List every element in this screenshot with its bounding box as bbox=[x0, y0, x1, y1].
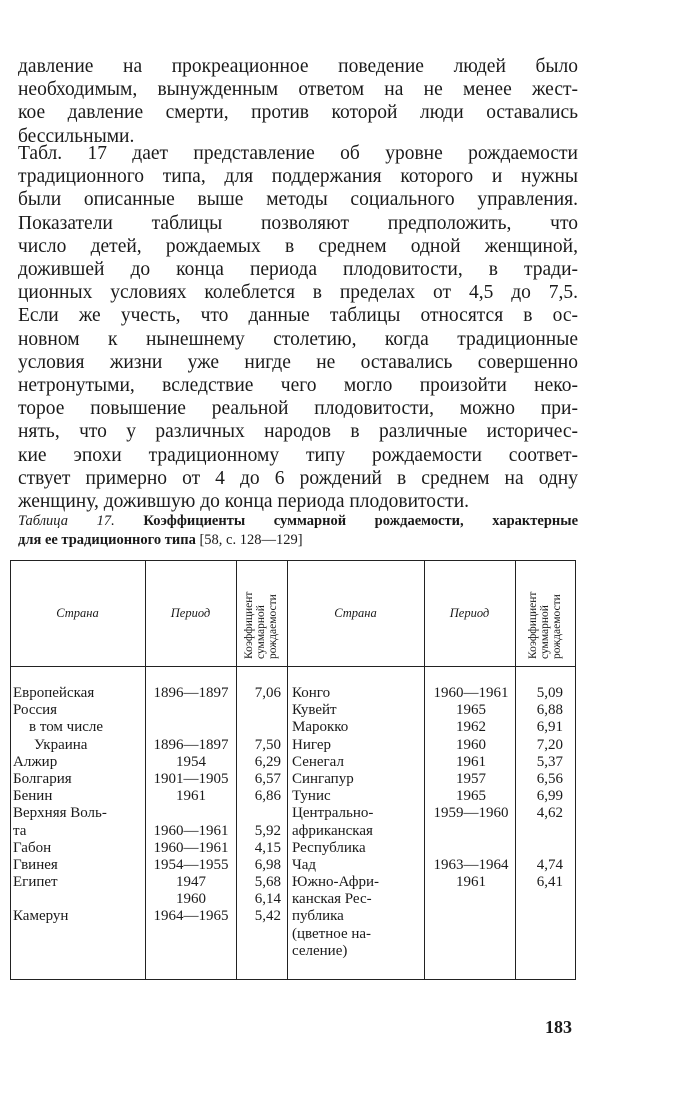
period-cell: 1896—1897 bbox=[153, 736, 229, 753]
period-cell: 1962 bbox=[456, 719, 486, 736]
period-cell: 1960 bbox=[176, 891, 206, 908]
period-cell: 1896—1897 bbox=[153, 685, 229, 701]
period-cell: 1954 bbox=[176, 753, 206, 770]
period-cell: 1957 bbox=[456, 770, 486, 787]
left-period-column bbox=[146, 685, 236, 926]
text-line: торое повышение реальной плодовитости, можно при- bbox=[18, 398, 578, 420]
period-cell: 1960 bbox=[456, 736, 486, 753]
text-line: давление на прокреационное поведение людей было bbox=[18, 56, 578, 77]
header-coef-right bbox=[515, 560, 576, 666]
period-cell bbox=[426, 823, 516, 840]
coef-cell: 6,29 bbox=[254, 753, 281, 770]
period-cell: 1964—1965 bbox=[153, 908, 229, 925]
text-line: нетронутыми, вследствие чего могло произойти неко- bbox=[18, 375, 578, 397]
country-cell: Гвинея bbox=[13, 856, 58, 873]
coef-cell: 5,37 bbox=[536, 753, 563, 770]
period-cell bbox=[146, 702, 236, 719]
coef-cell bbox=[516, 840, 563, 857]
country-cell: Россия bbox=[13, 702, 58, 719]
coef-cell: 5,42 bbox=[254, 908, 281, 925]
left-coef-column bbox=[236, 685, 281, 926]
coef-cell bbox=[516, 943, 563, 960]
text-line: Табл. 17 дает представление об уровне рождаемости bbox=[18, 143, 578, 164]
period-cell bbox=[146, 719, 236, 736]
left-country-column bbox=[13, 685, 143, 926]
country-cell: Тунис bbox=[292, 788, 331, 805]
country-cell: Конго bbox=[292, 685, 331, 701]
period-cell: 1960—1961 bbox=[433, 685, 509, 701]
text-line: ционных условиях колеблется в пределах от 4,5 до 7,5. bbox=[18, 282, 578, 304]
right-country-column bbox=[292, 685, 422, 960]
coef-cell bbox=[516, 891, 563, 908]
country-cell: Чад bbox=[292, 856, 317, 873]
coef-cell: 6,57 bbox=[254, 770, 281, 787]
text-line: женщину, дожившую до конца периода плодовитости. bbox=[18, 491, 470, 513]
fertility-table bbox=[10, 560, 576, 980]
paragraph-1 bbox=[18, 55, 578, 148]
header-country-right: Страна bbox=[334, 605, 377, 620]
text-line: нять, что у различных народов в различные историчес- bbox=[18, 421, 578, 443]
text-line: необходимым, вынужденным ответом на не менее жест- bbox=[18, 79, 578, 101]
text-line: бессильными. bbox=[18, 125, 135, 147]
coef-cell: 4,62 bbox=[536, 805, 563, 822]
country-cell: Украина bbox=[34, 736, 88, 753]
period-cell bbox=[426, 943, 516, 960]
coef-cell: 5,92 bbox=[254, 822, 281, 839]
period-cell: 1961 bbox=[456, 874, 486, 891]
coef-cell bbox=[516, 926, 563, 943]
period-cell: 1963—1964 bbox=[433, 856, 509, 873]
text-line: Если же учесть, что данные таблицы относятся в ос- bbox=[18, 305, 578, 327]
country-cell: (цветное на- bbox=[292, 925, 372, 942]
period-cell: 1947 bbox=[176, 874, 206, 891]
country-cell: Египет bbox=[13, 874, 58, 891]
country-cell: Республика bbox=[292, 839, 366, 856]
coef-cell: 6,91 bbox=[536, 719, 563, 736]
country-cell: Нигер bbox=[292, 736, 331, 753]
country-cell: в том числе bbox=[29, 719, 104, 736]
country-cell: Сенегал bbox=[292, 753, 344, 770]
coef-cell: 4,15 bbox=[254, 839, 281, 856]
country-cell: Камерун bbox=[13, 908, 69, 925]
coef-cell: 6,56 bbox=[536, 770, 563, 787]
country-cell: Марокко bbox=[292, 719, 349, 736]
coef-cell bbox=[236, 719, 281, 736]
text-line: ствует примерно от 4 до 6 рождений в среднем на одну bbox=[18, 467, 578, 489]
coef-cell bbox=[516, 823, 563, 840]
text-line: условия жизни уже нигде не оставались совершенно bbox=[18, 351, 578, 373]
coef-cell bbox=[516, 908, 563, 925]
coef-cell: 7,20 bbox=[536, 736, 563, 753]
country-cell: Верхняя Воль- bbox=[13, 805, 107, 822]
country-cell: публика bbox=[292, 908, 344, 925]
text-line: были описанные выше методы социального управления. bbox=[18, 189, 578, 211]
header-period-right: Период bbox=[449, 605, 490, 620]
period-cell bbox=[426, 891, 516, 908]
period-cell: 1901—1905 bbox=[153, 770, 229, 787]
period-cell bbox=[426, 926, 516, 943]
caption-label: Таблица 17. bbox=[18, 513, 115, 529]
coef-cell: 6,98 bbox=[254, 856, 281, 873]
country-cell: Сингапур bbox=[292, 770, 354, 787]
text-line: число детей, рождаемых в среднем одной женщиной, bbox=[18, 235, 578, 257]
text-line: кое давление смерти, против которой люди оставались bbox=[18, 102, 578, 124]
coef-cell: 6,14 bbox=[254, 891, 281, 908]
coef-cell: 6,88 bbox=[536, 702, 563, 719]
header-coef-left-text: Коэффициент суммарной рождаемости bbox=[242, 591, 279, 659]
right-coef-column bbox=[516, 685, 563, 960]
caption-source: [58, с. 128—129] bbox=[199, 532, 303, 548]
text-line: дожившей до конца периода плодовитости, в тради- bbox=[18, 259, 578, 281]
text-line: новном к нынешнему столетию, когда традиционные bbox=[18, 328, 578, 350]
coef-cell: 6,99 bbox=[536, 788, 563, 805]
coef-cell: 5,68 bbox=[254, 874, 281, 891]
period-cell: 1965 bbox=[456, 788, 486, 805]
country-cell: Габон bbox=[13, 839, 52, 856]
caption-title-line1: Коэффициенты суммарной рождаемости, характерные bbox=[143, 513, 579, 529]
period-cell: 1960—1961 bbox=[153, 822, 229, 839]
country-cell: Европейская bbox=[13, 685, 95, 701]
country-cell: Бенин bbox=[13, 788, 53, 805]
period-cell: 1954—1955 bbox=[153, 856, 229, 873]
coef-cell: 6,86 bbox=[254, 788, 281, 805]
coef-cell: 7,06 bbox=[254, 685, 281, 701]
country-cell bbox=[13, 891, 143, 908]
text-line: кие эпохи традиционному типу рождаемости соответ- bbox=[18, 444, 578, 466]
period-cell: 1961 bbox=[456, 753, 486, 770]
country-cell: селение) bbox=[292, 942, 348, 959]
country-cell: Алжир bbox=[13, 753, 58, 770]
country-cell: африканская bbox=[292, 822, 373, 839]
period-cell: 1961 bbox=[176, 788, 206, 805]
period-cell: 1960—1961 bbox=[153, 839, 229, 856]
period-cell: 1965 bbox=[456, 702, 486, 719]
coef-cell: 7,50 bbox=[254, 736, 281, 753]
period-cell bbox=[426, 840, 516, 857]
coef-cell: 6,41 bbox=[536, 874, 563, 891]
country-cell: Южно-Афри- bbox=[292, 874, 379, 891]
right-period-column bbox=[426, 685, 516, 960]
header-coef-left bbox=[236, 560, 287, 666]
text-line: традиционного типа, для поддержания которого и нужны bbox=[18, 166, 578, 188]
country-cell: та bbox=[13, 822, 27, 839]
header-period-left: Период bbox=[170, 605, 211, 620]
coef-cell: 4,74 bbox=[536, 856, 563, 873]
paragraph-2 bbox=[18, 142, 578, 513]
period-cell bbox=[426, 908, 516, 925]
header-country-left: Страна bbox=[56, 605, 99, 620]
coef-cell bbox=[236, 702, 281, 719]
header-coef-right-text: Коэффициент суммарной рождаемости bbox=[526, 591, 563, 659]
coef-cell bbox=[236, 805, 281, 822]
country-cell: Центрально- bbox=[292, 805, 374, 822]
text-line: Показатели таблицы позволяют предположить, что bbox=[18, 212, 578, 234]
page-number: 183 bbox=[545, 1017, 572, 1037]
table-header-rule bbox=[10, 666, 576, 667]
country-cell: Кувейт bbox=[292, 702, 337, 719]
period-cell: 1959—1960 bbox=[433, 805, 509, 822]
caption-title-line2: для ее традиционного типа bbox=[18, 532, 196, 548]
country-cell: Болгария bbox=[13, 770, 72, 787]
period-cell bbox=[146, 805, 236, 822]
coef-cell: 5,09 bbox=[536, 685, 563, 701]
country-cell: канская Рес- bbox=[292, 891, 372, 908]
table-caption bbox=[18, 512, 578, 550]
